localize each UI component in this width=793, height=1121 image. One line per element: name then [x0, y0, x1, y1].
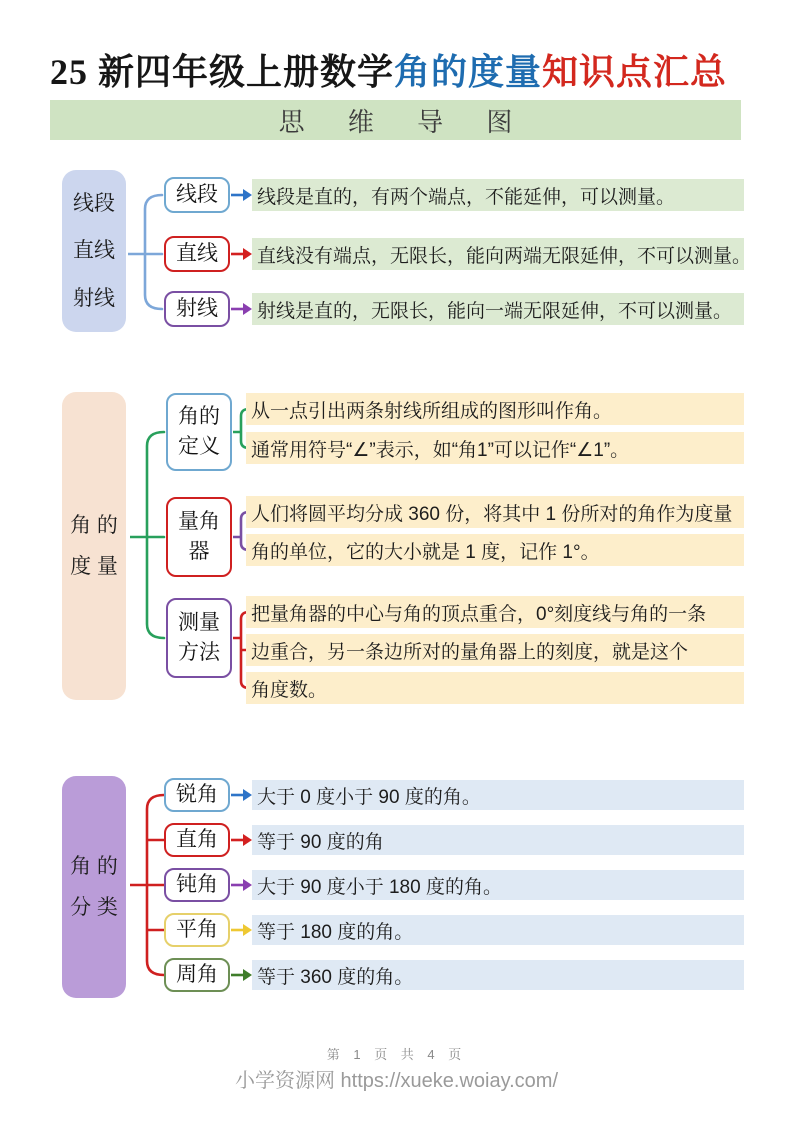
branch-label: 直角 — [176, 827, 218, 851]
arrow-right-icon — [231, 788, 253, 802]
desc-straight-angle: 等于 180 度的角。 — [252, 915, 744, 945]
page-title — [50, 44, 750, 95]
desc-protractor-line: 角的单位，它的大小就是 1 度，记作 1°。 — [246, 534, 744, 566]
arrow-right-icon — [231, 188, 253, 202]
title-part-grade: 25 新四年级上册数学 — [50, 52, 395, 92]
desc-protractor-line: 人们将圆平均分成 360 份，将其中 1 份所对的角作为度量 — [246, 496, 744, 528]
branch-label: 器 — [188, 540, 210, 563]
branch-box-straight-line — [164, 236, 230, 272]
root-node-line: 角 的 — [70, 854, 118, 878]
branch-label: 平角 — [176, 917, 218, 941]
root-node-line: 角 的 — [70, 513, 118, 537]
branch-box-full-angle — [164, 958, 230, 992]
branch-label: 锐角 — [176, 782, 218, 806]
branch-label: 周角 — [176, 962, 218, 986]
branch-box-ray — [164, 291, 230, 327]
branch-connector-section3 — [130, 785, 166, 985]
branch-box-segment — [164, 177, 230, 213]
branch-box-acute-angle — [164, 778, 230, 812]
root-node-line: 直线 — [73, 239, 115, 263]
branch-box-straight-angle — [164, 913, 230, 947]
branch-label: 测量 — [178, 610, 220, 634]
desc-method-line: 边重合，另一条边所对的量角器上的刻度，就是这个 — [246, 634, 744, 666]
branch-label: 钝角 — [176, 872, 218, 896]
branch-label: 角的 — [178, 404, 220, 428]
branch-label: 射线 — [176, 296, 218, 320]
branch-label: 方法 — [178, 641, 220, 664]
branch-box-protractor — [166, 497, 232, 577]
desc-segment: 线段是直的，有两个端点，不能延伸，可以测量。 — [252, 179, 744, 211]
root-node-angle-classification — [62, 776, 126, 998]
title-part-topic: 角的度量 — [394, 52, 543, 92]
desc-definition-line: 通常用符号“∠”表示，如“角1”可以记作“∠1”。 — [246, 432, 744, 464]
desc-ray: 射线是直的，无限长，能向一端无限延伸，不可以测量。 — [252, 293, 744, 325]
branch-label: 直线 — [176, 241, 218, 265]
title-part-summary: 知识点汇总 — [542, 52, 728, 92]
branch-box-measuring-method — [166, 598, 232, 678]
root-node-line: 线段 — [73, 192, 115, 216]
mindmap-banner: 思 维 导 图 — [50, 100, 741, 140]
arrow-right-icon — [231, 833, 253, 847]
desc-obtuse-angle: 大于 90 度小于 180 度的角。 — [252, 870, 744, 900]
page-number: 第 1 页 共 4 页 — [326, 1047, 467, 1062]
root-node-line: 度 量 — [70, 555, 118, 578]
branch-label: 定义 — [178, 435, 220, 458]
branch-connector-section1 — [128, 180, 164, 330]
branch-box-angle-definition — [166, 393, 232, 471]
desc-method-line: 角度数。 — [246, 672, 744, 704]
desc-definition-line: 从一点引出两条射线所组成的图形叫作角。 — [246, 393, 744, 425]
desc-method-line: 把量角器的中心与角的顶点重合，0°刻度线与角的一条 — [246, 596, 744, 628]
arrow-right-icon — [231, 923, 253, 937]
desc-straight-line: 直线没有端点，无限长，能向两端无限延伸，不可以测量。 — [252, 238, 744, 270]
site-watermark-link[interactable]: 小学资源网 https://xueke.woiay.com/ — [234, 1070, 559, 1092]
branch-label: 量角 — [178, 509, 220, 533]
arrow-right-icon — [231, 302, 253, 316]
desc-full-angle: 等于 360 度的角。 — [252, 960, 744, 990]
branch-box-obtuse-angle — [164, 868, 230, 902]
branch-box-right-angle — [164, 823, 230, 857]
root-node-lines — [62, 170, 126, 332]
arrow-right-icon — [231, 247, 253, 261]
desc-right-angle: 等于 90 度的角 — [252, 825, 744, 855]
arrow-right-icon — [231, 968, 253, 982]
desc-acute-angle: 大于 0 度小于 90 度的角。 — [252, 780, 744, 810]
branch-connector-section2 — [130, 408, 166, 648]
root-node-line: 分 类 — [70, 896, 118, 919]
arrow-right-icon — [231, 878, 253, 892]
root-node-line: 射线 — [73, 286, 115, 310]
root-node-angle-measure — [62, 392, 126, 700]
branch-label: 线段 — [176, 182, 218, 206]
